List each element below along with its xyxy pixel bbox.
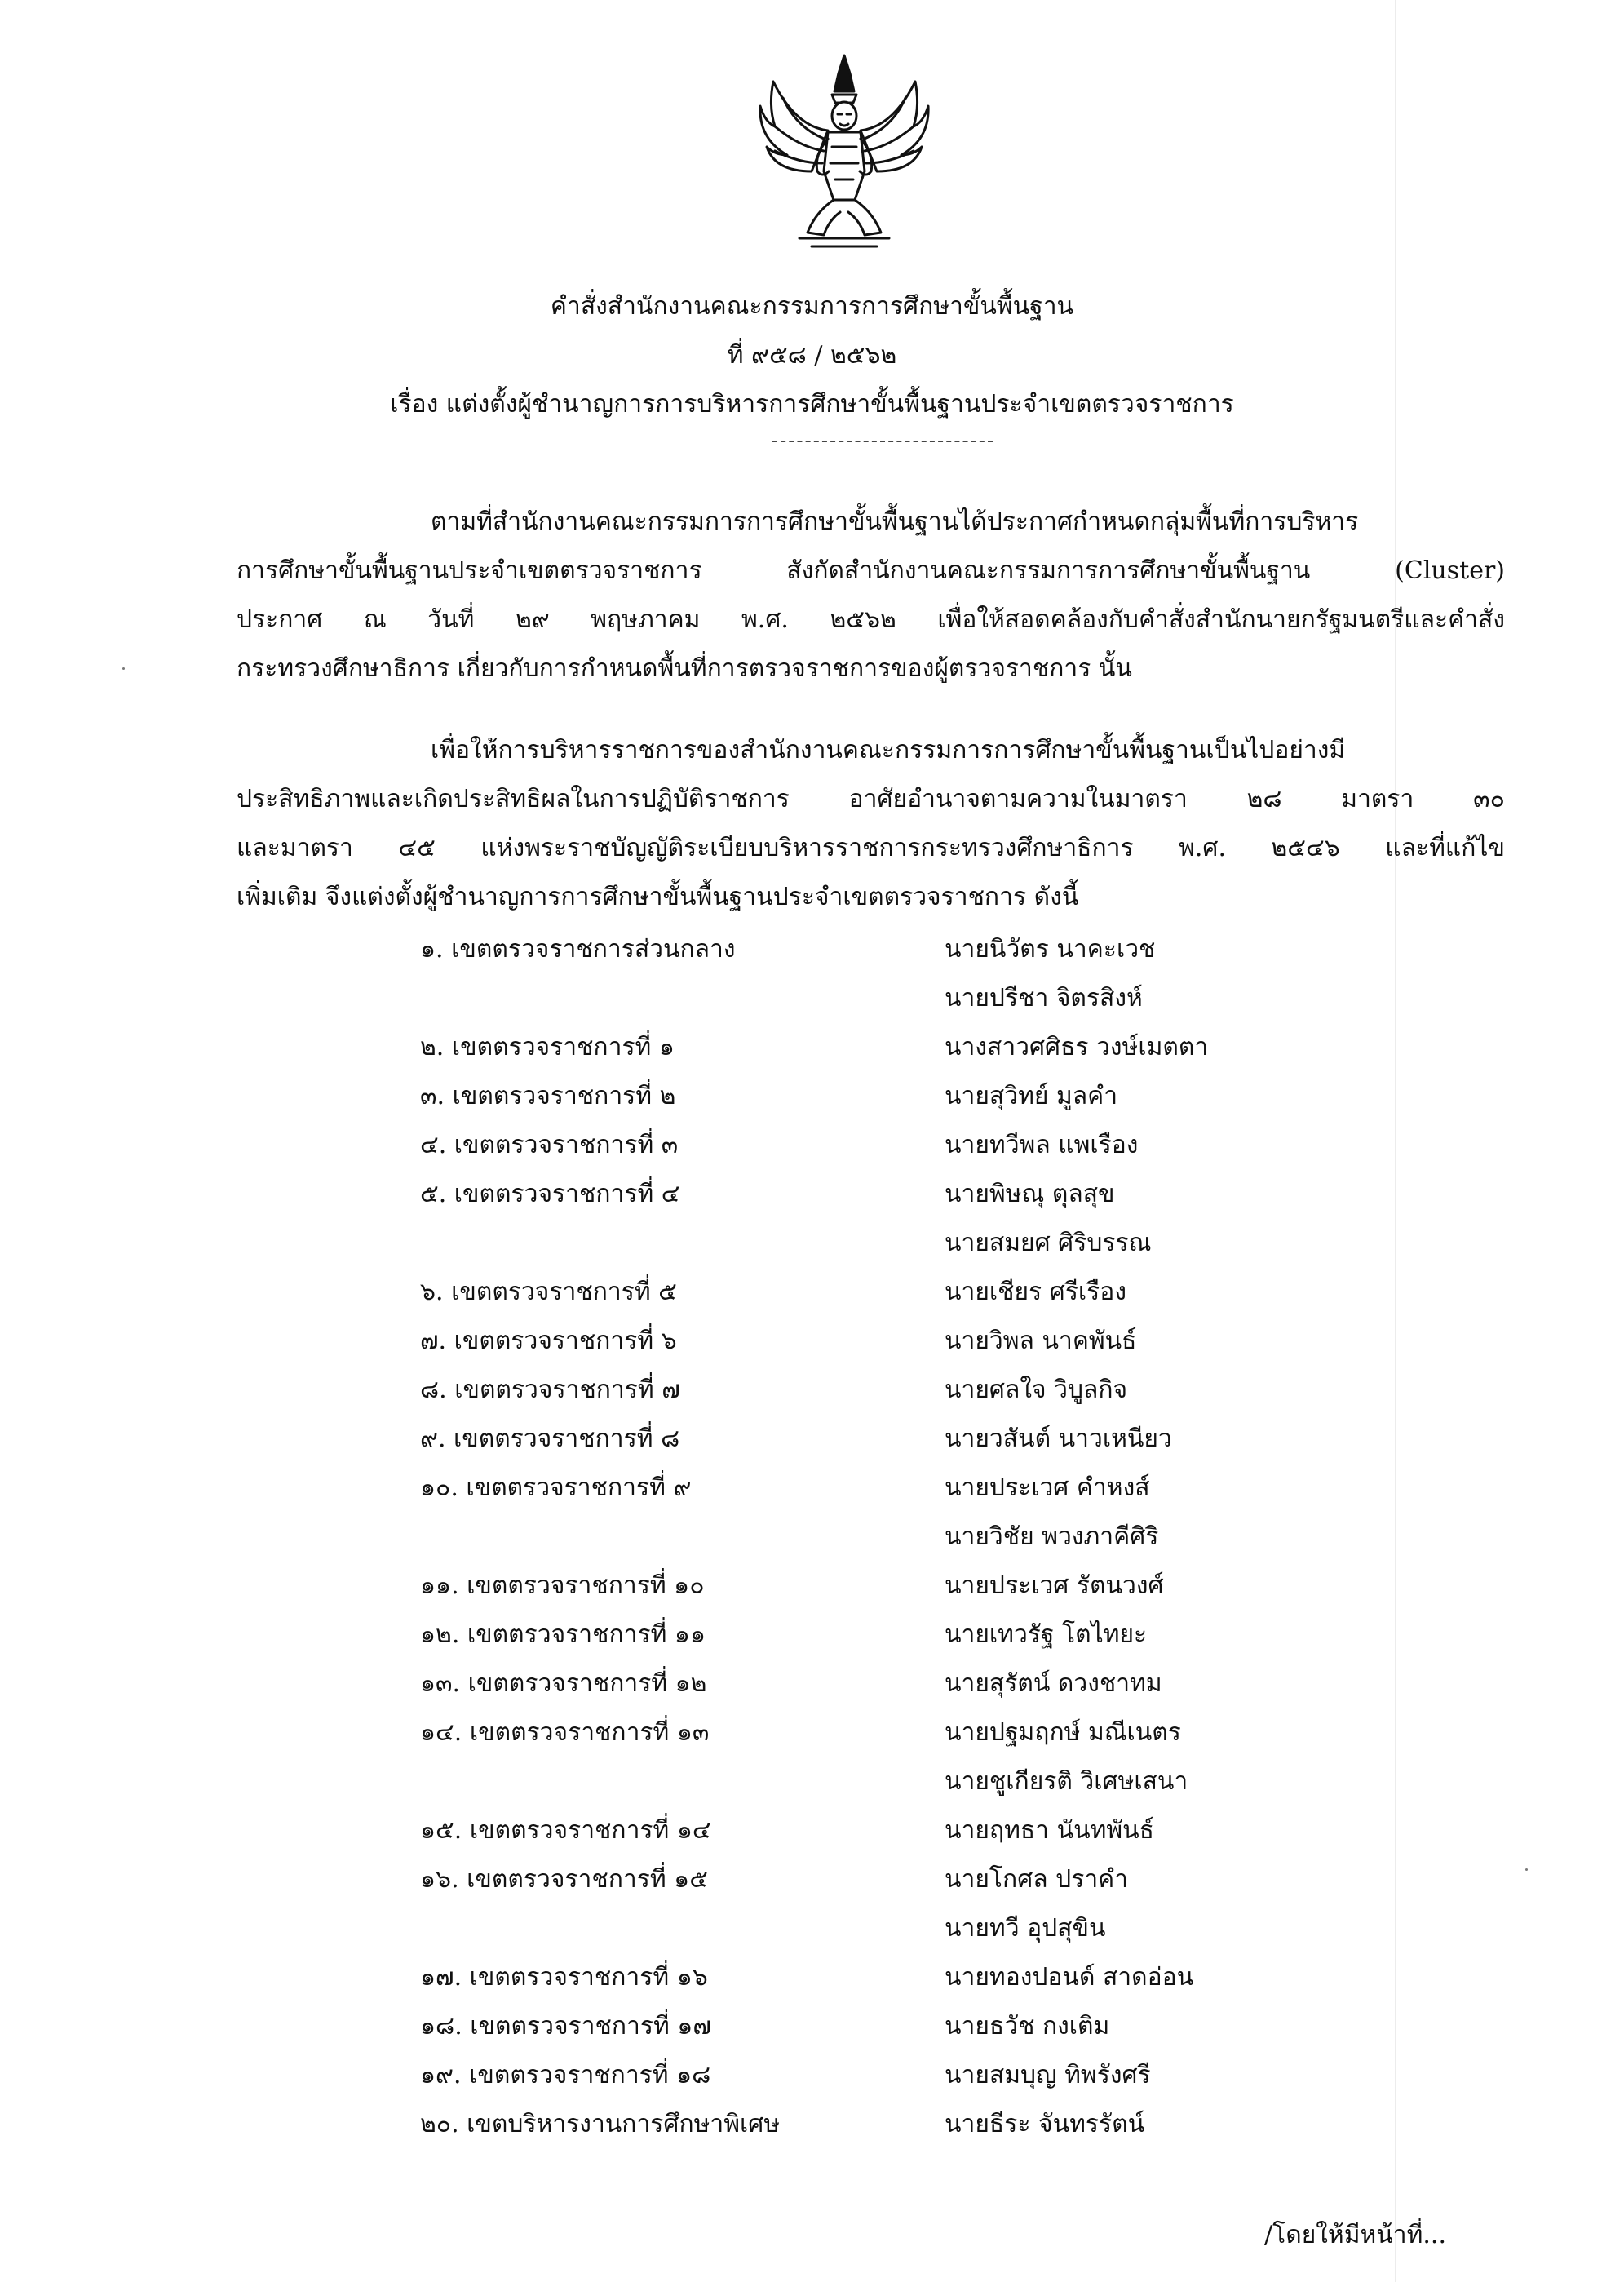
official-name: นายโกศล ปราคำ (945, 1865, 1129, 1894)
zone-label: ๔. เขตตรวจราชการที่ ๓ (420, 1131, 679, 1159)
paragraph-line: การศึกษาขั้นพื้นฐานประจำเขตตรวจราชการ สังกัดสำนักงานคณะกรรมการการศึกษาขั้นพื้นฐาน (Cluster) (237, 556, 1505, 585)
official-name: นายนิวัตร นาคะเวช (945, 935, 1156, 964)
official-name: นายวิชัย พวงภาคีศิริ (945, 1522, 1159, 1551)
zone-label: ๑๘. เขตตรวจราชการที่ ๑๗ (420, 2012, 711, 2041)
continuation-note: /โดยให้มีหน้าที่... (1264, 2221, 1446, 2249)
paragraph-line: และมาตรา ๔๕ แห่งพระราชบัญญัติระเบียบบริหารราชการกระทรวงศึกษาธิการ พ.ศ. ๒๕๔๖ และที่แก้ไข (237, 834, 1505, 862)
scan-speck (122, 667, 125, 670)
order-title: คำสั่งสำนักงานคณะกรรมการการศึกษาขั้นพื้นฐาน (550, 292, 1074, 321)
official-name: นายศลใจ วิบูลกิจ (945, 1376, 1128, 1404)
paragraph-line: ประสิทธิภาพและเกิดประสิทธิผลในการปฏิบัติราชการ อาศัยอำนาจตามความในมาตรา ๒๘ มาตรา ๓๐ (237, 785, 1505, 813)
official-name: นายประเวศ รัตนวงศ์ (945, 1571, 1164, 1600)
zone-label: ๑. เขตตรวจราชการส่วนกลาง (420, 935, 736, 964)
zone-label: ๑๗. เขตตรวจราชการที่ ๑๖ (420, 1963, 708, 1992)
title-divider (772, 441, 993, 442)
official-name: นายฤทธา นันทพันธ์ (945, 1816, 1154, 1845)
scan-speck (1525, 1868, 1528, 1871)
zone-label: ๘. เขตตรวจราชการที่ ๗ (420, 1376, 680, 1404)
official-name: นายชูเกียรติ วิเศษเสนา (945, 1767, 1188, 1796)
official-name: นายสุรัตน์ ดวงชาทม (945, 1669, 1162, 1698)
zone-label: ๗. เขตตรวจราชการที่ ๖ (420, 1327, 677, 1355)
zone-label: ๑๕. เขตตรวจราชการที่ ๑๔ (420, 1816, 711, 1845)
order-number: ที่ ๙๕๘ / ๒๕๖๒ (727, 341, 897, 370)
zone-label: ๑๑. เขตตรวจราชการที่ ๑๐ (420, 1571, 705, 1600)
official-name: นายวิพล นาคพันธ์ (945, 1327, 1137, 1355)
zone-label: ๕. เขตตรวจราชการที่ ๔ (420, 1180, 680, 1208)
zone-label: ๑๔. เขตตรวจราชการที่ ๑๓ (420, 1718, 710, 1747)
official-name: นายปรีชา จิตรสิงห์ (945, 984, 1143, 1012)
paragraph-line: ตามที่สำนักงานคณะกรรมการการศึกษาขั้นพื้นฐานได้ประกาศกำหนดกลุ่มพื้นที่การบริหาร (431, 507, 1359, 536)
official-name: นายเทวรัฐ โตไทยะ (945, 1620, 1148, 1649)
official-name: นายสมยศ ศิริบรรณ (945, 1229, 1152, 1257)
official-name: นายธวัช กงเติม (945, 2012, 1110, 2041)
official-name: นายธีระ จันทรรัตน์ (945, 2110, 1145, 2138)
official-name: นายวสันต์ นาวเหนียว (945, 1425, 1172, 1453)
zone-label: ๑๖. เขตตรวจราชการที่ ๑๕ (420, 1865, 708, 1894)
official-name: นายทวี อุปสุขิน (945, 1914, 1106, 1943)
paragraph-line: เพิ่มเติม จึงแต่งตั้งผู้ชำนาญการการศึกษาขั้นพื้นฐานประจำเขตตรวจราชการ ดังนี้ (237, 883, 1079, 911)
official-name: นายประเวศ คำหงส์ (945, 1473, 1150, 1502)
official-name: นายสมบุญ ทิพรังศรี (945, 2061, 1151, 2089)
official-name: นายสุวิทย์ มูลคำ (945, 1082, 1118, 1110)
official-name: นายปฐมฤกษ์ มณีเนตร (945, 1718, 1181, 1747)
zone-label: ๖. เขตตรวจราชการที่ ๕ (420, 1278, 677, 1306)
official-name: นายทวีพล แพเรือง (945, 1131, 1139, 1159)
zone-label: ๑๓. เขตตรวจราชการที่ ๑๒ (420, 1669, 707, 1698)
zone-label: ๑๙. เขตตรวจราชการที่ ๑๘ (420, 2061, 711, 2089)
official-name: นางสาวศศิธร วงษ์เมตตา (945, 1033, 1209, 1061)
paragraph-line: ประกาศ ณ วันที่ ๒๙ พฤษภาคม พ.ศ. ๒๕๖๒ เพื่อให้สอดคล้องกับคำสั่งสำนักนายกรัฐมนตรีและคำสั่ง (237, 605, 1505, 634)
zone-label: ๓. เขตตรวจราชการที่ ๒ (420, 1082, 676, 1110)
official-name: นายพิษณุ ตุลสุข (945, 1180, 1115, 1208)
paragraph-line: กระทรวงศึกษาธิการ เกี่ยวกับการกำหนดพื้นที่การตรวจราชการของผู้ตรวจราชการ นั้น (237, 654, 1132, 683)
zone-label: ๙. เขตตรวจราชการที่ ๘ (420, 1425, 680, 1453)
zone-label: ๒๐. เขตบริหารงานการศึกษาพิเศษ (420, 2110, 781, 2138)
zone-label: ๑๒. เขตตรวจราชการที่ ๑๑ (420, 1620, 706, 1649)
order-subject: เรื่อง แต่งตั้งผู้ชำนาญการการบริหารการศึกษาขั้นพื้นฐานประจำเขตตรวจราชการ (390, 390, 1234, 419)
official-name: นายเชียร ศรีเรือง (945, 1278, 1126, 1306)
garuda-emblem-icon (750, 49, 938, 253)
zone-label: ๒. เขตตรวจราชการที่ ๑ (420, 1033, 675, 1061)
paragraph-line: เพื่อให้การบริหารราชการของสำนักงานคณะกรรมการการศึกษาขั้นพื้นฐานเป็นไปอย่างมี (431, 736, 1346, 764)
zone-label: ๑๐. เขตตรวจราชการที่ ๙ (420, 1473, 692, 1502)
official-name: นายทองปอนด์ สาดอ่อน (945, 1963, 1194, 1992)
